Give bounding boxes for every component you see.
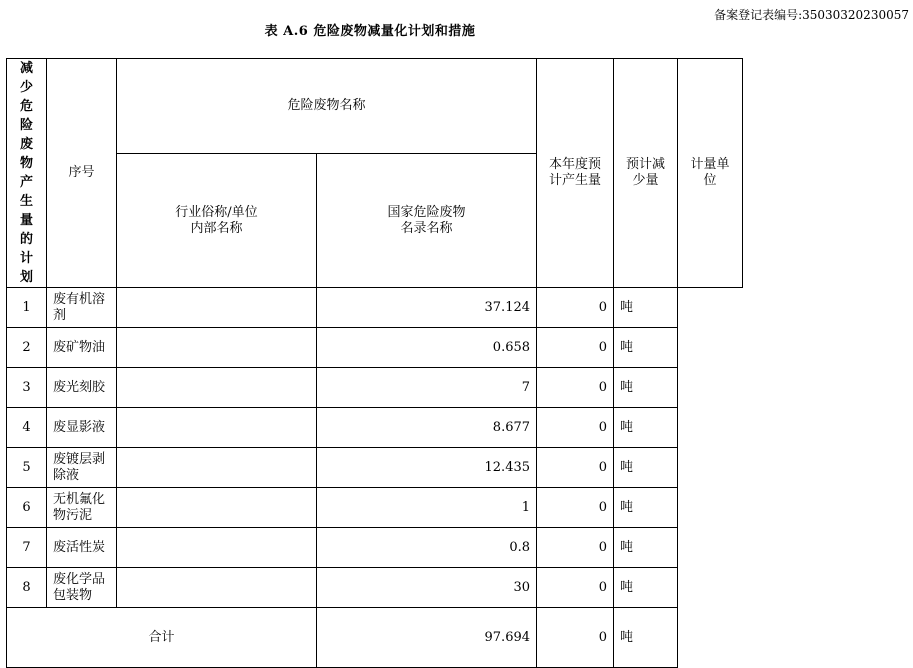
header-waste-name: 危险废物名称 — [117, 59, 537, 154]
side-label-char: 险 — [19, 118, 33, 133]
header-industry-name: 行业俗称/单位 内部名称 — [117, 154, 317, 288]
row-reduction: 0 — [537, 568, 614, 608]
header-annual-amount: 本年度预 计产生量 — [537, 59, 614, 288]
row-annual-amount: 30 — [317, 568, 537, 608]
side-label-char: 的 — [19, 232, 33, 247]
row-seq: 1 — [7, 288, 47, 328]
side-label-char: 减 — [19, 61, 33, 76]
row-seq: 7 — [7, 528, 47, 568]
row-reduction: 0 — [537, 448, 614, 488]
side-label-char: 少 — [19, 80, 33, 95]
row-reduction: 0 — [537, 328, 614, 368]
side-label-char: 划 — [19, 270, 33, 285]
side-label-char: 废 — [19, 137, 33, 152]
row-unit: 吨 — [614, 528, 678, 568]
row-national-name — [117, 528, 317, 568]
row-waste-name: 无机氟化物污泥 — [47, 488, 117, 528]
row-waste-name: 废显影液 — [47, 408, 117, 448]
row-seq: 5 — [7, 448, 47, 488]
row-seq: 3 — [7, 368, 47, 408]
table-row — [7, 488, 743, 528]
row-unit: 吨 — [614, 288, 678, 328]
row-national-name — [117, 328, 317, 368]
table-row — [7, 408, 743, 448]
table-title: 表 A.6 危险废物减量化计划和措施 — [264, 24, 476, 39]
row-waste-name: 废光刻胶 — [47, 368, 117, 408]
row-reduction: 0 — [537, 488, 614, 528]
row-annual-amount: 37.124 — [317, 288, 537, 328]
row-unit: 吨 — [614, 408, 678, 448]
row-annual-amount: 8.677 — [317, 408, 537, 448]
row-waste-name: 废有机溶剂 — [47, 288, 117, 328]
row-national-name — [117, 448, 317, 488]
table-row — [7, 528, 743, 568]
total-reduction: 0 — [537, 608, 614, 668]
row-national-name — [117, 568, 317, 608]
side-label — [7, 59, 47, 288]
row-annual-amount: 0.8 — [317, 528, 537, 568]
side-label-char: 产 — [19, 175, 33, 190]
header-unit: 计量单 位 — [678, 59, 743, 288]
total-label: 合计 — [7, 608, 317, 668]
row-unit: 吨 — [614, 448, 678, 488]
table-row — [7, 448, 743, 488]
header-seq: 序号 — [47, 59, 117, 288]
row-unit: 吨 — [614, 488, 678, 528]
table-row — [7, 368, 743, 408]
row-national-name — [117, 288, 317, 328]
registration-number: 备案登记表编号:35030320230057 — [714, 8, 909, 22]
side-label-char: 生 — [19, 194, 33, 209]
row-unit: 吨 — [614, 328, 678, 368]
row-waste-name: 废镀层剥除液 — [47, 448, 117, 488]
side-label-char: 量 — [19, 213, 33, 228]
row-annual-amount: 7 — [317, 368, 537, 408]
waste-reduction-table — [6, 58, 743, 668]
row-national-name — [117, 368, 317, 408]
row-annual-amount: 0.658 — [317, 328, 537, 368]
row-annual-amount: 1 — [317, 488, 537, 528]
side-label-char: 计 — [19, 251, 33, 266]
side-label-char: 物 — [19, 156, 33, 171]
row-national-name — [117, 408, 317, 448]
row-reduction: 0 — [537, 528, 614, 568]
total-unit: 吨 — [614, 608, 678, 668]
header-national-name: 国家危险废物 名录名称 — [317, 154, 537, 288]
row-reduction: 0 — [537, 368, 614, 408]
table-row — [7, 288, 743, 328]
table-row — [7, 328, 743, 368]
row-seq: 8 — [7, 568, 47, 608]
row-waste-name: 废矿物油 — [47, 328, 117, 368]
row-seq: 6 — [7, 488, 47, 528]
row-reduction: 0 — [537, 408, 614, 448]
row-waste-name: 废活性炭 — [47, 528, 117, 568]
row-waste-name: 废化学品包装物 — [47, 568, 117, 608]
table-row — [7, 568, 743, 608]
row-seq: 2 — [7, 328, 47, 368]
row-national-name — [117, 488, 317, 528]
header-reduction: 预计减 少量 — [614, 59, 678, 288]
row-annual-amount: 12.435 — [317, 448, 537, 488]
row-unit: 吨 — [614, 368, 678, 408]
row-reduction: 0 — [537, 288, 614, 328]
total-amount: 97.694 — [317, 608, 537, 668]
row-seq: 4 — [7, 408, 47, 448]
side-label-char: 危 — [19, 99, 33, 114]
row-unit: 吨 — [614, 568, 678, 608]
